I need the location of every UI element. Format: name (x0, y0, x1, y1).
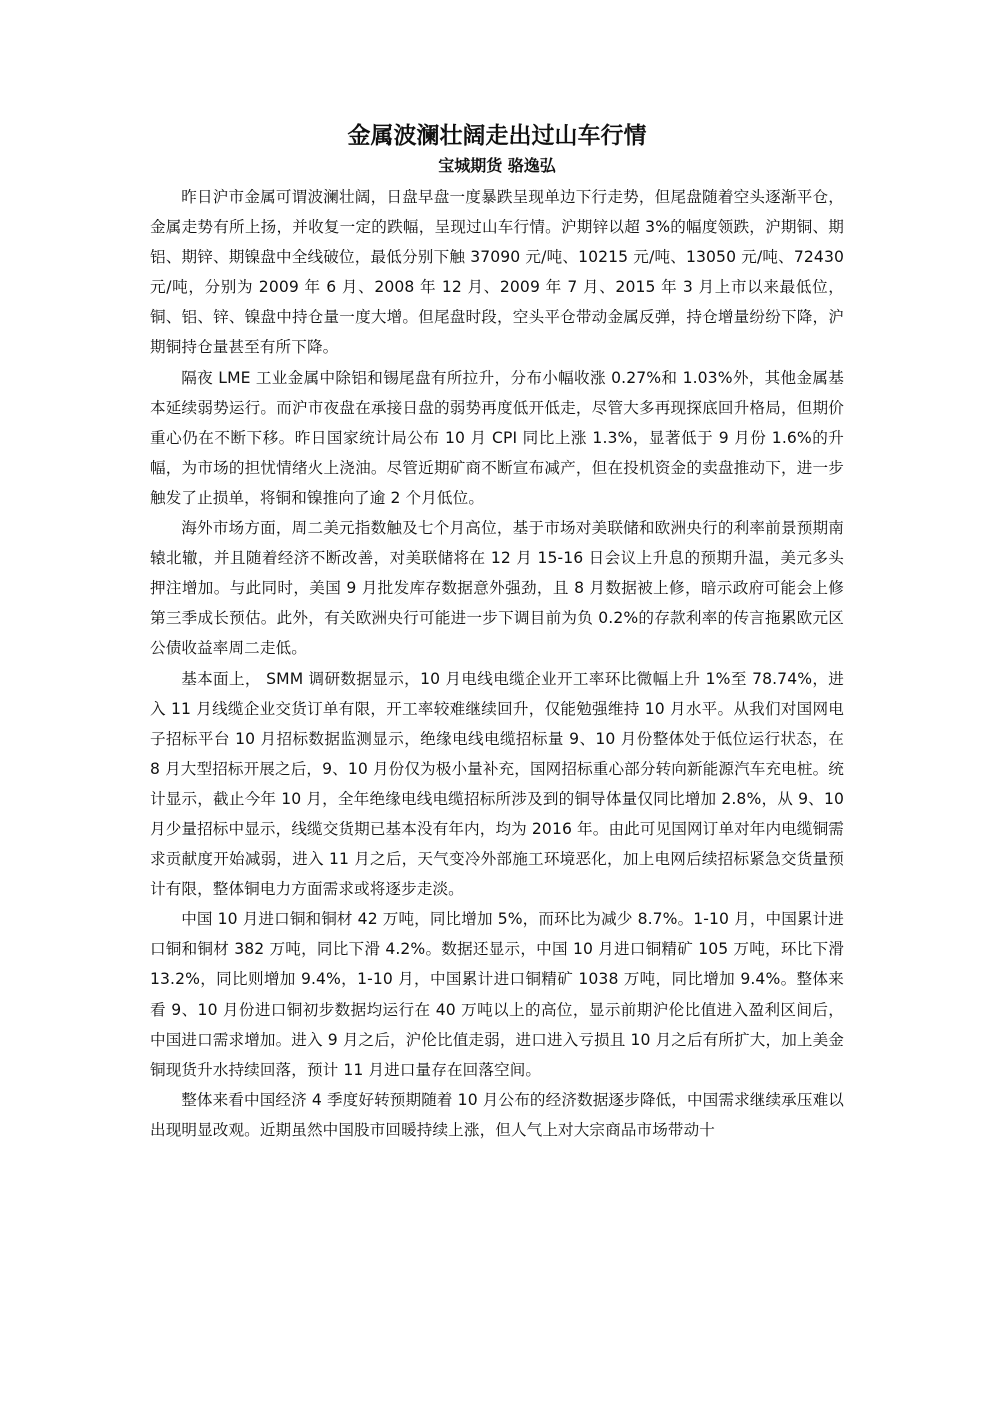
paragraph-6: 整体来看中国经济 4 季度好转预期随着 10 月公布的经济数据逐步降低，中国需求继续承压难以出现明显改观。近期虽然中国股市回暖持续上涨，但人气上对大宗商品市场带动十 (150, 1090, 844, 1139)
paragraph-3: 海外市场方面，周二美元指数触及七个月高位，基于市场对美联储和欧洲央行的利率前景预期南辕北辙，并且随着经济不断改善，对美联储将在 12 月 15-16 日会议上升息的预期升温，美元多头押注增加。与此同时，美国 9 月批发库存数据意外强劲，且 8 月数据被上修，暗示政府可能会上修第三季成长预估。此外，有关欧洲央行可能进一步下调目前为负 0.2%的存款利率的传言拖累欧元区公债收益率周二走低。 (150, 519, 844, 658)
article-byline: 宝城期货 骆逸弘 (438, 156, 556, 175)
paragraph-4: 基本面上， SMM 调研数据显示，10 月电线电缆企业开工率环比微幅上升 1%至 78.74%，进入 11 月线缆企业交货订单有限，开工率较难继续回升，仅能勉强维持 10 月水平。从我们对国网电子招标平台 10 月招标数据监测显示，绝缘电线电缆招标量 9、10 月份整体处于低位运行状态，在 8 月大型招标开展之后，9、10 月份仅为极小量补充，国网招标重心部分转向新能源汽车充电桩。统计显示，截止今年 10 月，全年绝缘电线电缆招标所涉及到的铜导体量仅同比增加 2.8%，从 9、10 月少量招标中显示，线缆交货期已基本没有年内，均为 2016 年。由此可见国网订单对年内电缆铜需求贡献度开始减弱，进入 11 月之后，天气变冷外部施工环境恶化，加上电网后续招标紧急交货量预计有限，整体铜电力方面需求或将逐步走淡。 (150, 669, 844, 899)
paragraph-5: 中国 10 月进口铜和铜材 42 万吨，同比增加 5%，而环比为减少 8.7%。1-10 月，中国累计进口铜和铜材 382 万吨，同比下滑 4.2%。数据还显示，中国 10 月进口铜精矿 105 万吨，环比下滑 13.2%，同比则增加 9.4%，1-10 月，中国累计进口铜精矿 1038 万吨，同比增加 9.4%。整体来看 9、10 月份进口铜初步数据均运行在 40 万吨以上的高位，显示前期沪伦比值进入盈利区间后，中国进口需求增加。进入 9 月之后，沪伦比值走弱，进口进入亏损且 10 月之后有所扩大，加上美金铜现货升水持续回落，预计 11 月进口量存在回落空间。 (150, 910, 844, 1079)
article (150, 118, 844, 1145)
article-title: 金属波澜壮阔走出过山车行情 (347, 123, 647, 149)
paragraph-2: 隔夜 LME 工业金属中除铝和锡尾盘有所拉升，分布小幅收涨 0.27%和 1.03%外，其他金属基本延续弱势运行。而沪市夜盘在承接日盘的弱势再度低开低走，尽管大多再现探底回升格局，但期价重心仍在不断下移。昨日国家统计局公布 10 月 CPI 同比上涨 1.3%，显著低于 9 月份 1.6%的升幅，为市场的担忧情绪火上浇油。尽管近期矿商不断宣布减产，但在投机资金的卖盘推动下，进一步触发了止损单，将铜和镍推向了逾 2 个月低位。 (150, 368, 844, 507)
paragraph-1: 昨日沪市金属可谓波澜壮阔，日盘早盘一度暴跌呈现单边下行走势，但尾盘随着空头逐渐平仓，金属走势有所上扬，并收复一定的跌幅，呈现过山车行情。沪期锌以超 3%的幅度领跌，沪期铜、期铝、期锌、期镍盘中全线破位，最低分别下触 37090 元/吨、10215 元/吨、13050 元/吨、72430 元/吨，分别为 2009 年 6 月、2008 年 12 月、2009 年 7 月、2015 年 3 月上市以来最低位，铜、铝、锌、镍盘中持仓量一度大增。但尾盘时段，空头平仓带动金属反弹，持仓增量纷纷下降，沪期铜持仓量甚至有所下降。 (150, 188, 844, 357)
